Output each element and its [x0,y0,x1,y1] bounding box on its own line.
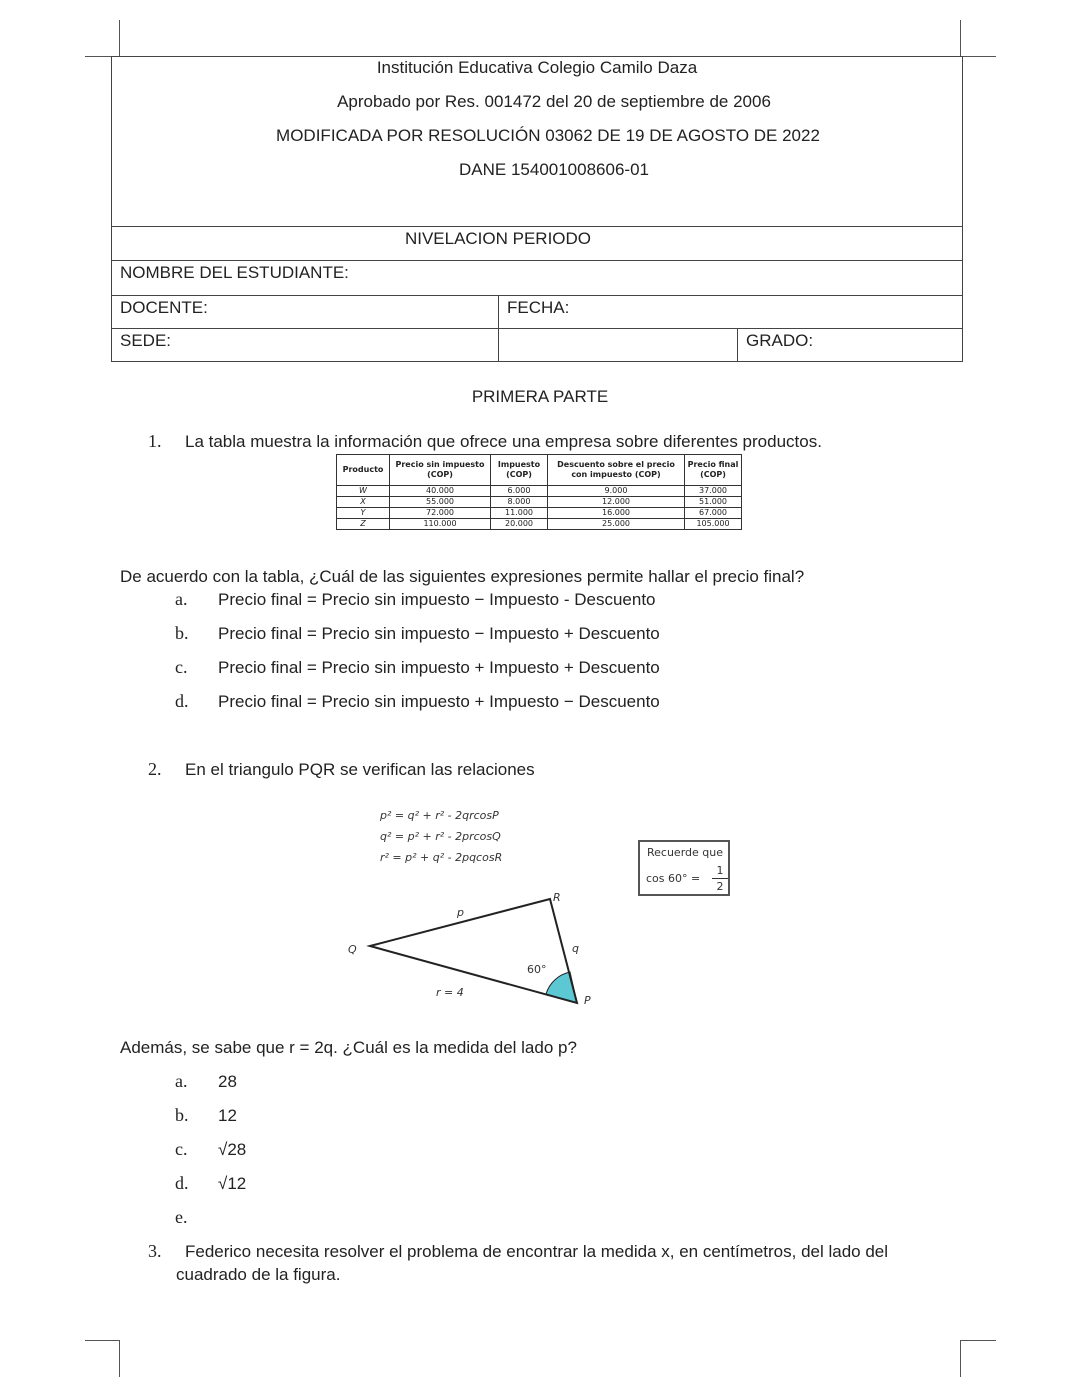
modification-text: MODIFICADA POR RESOLUCIÓN 03062 DE 19 DE AGOSTO DE 2022 [276,126,820,145]
option-letter: c. [175,1139,188,1159]
vertex-p-label: P [584,994,591,1007]
cell: W [337,486,390,497]
level-title: NIVELACION PERIODO [404,229,592,248]
cell: 20.000 [491,519,548,530]
reminder-cos: cos 60° = [646,872,701,885]
cell: 11.000 [491,508,548,519]
campus-label: SEDE: [120,331,172,350]
cell: 105.000 [685,519,742,530]
cell: 16.000 [548,508,685,519]
question-text-continued: cuadrado de la figura. [176,1265,341,1284]
cell: 110.000 [390,519,491,530]
section-title: PRIMERA PARTE [471,387,609,406]
option-letter: a. [175,1071,188,1091]
side-r-label: r = 4 [436,986,464,999]
option-d: Precio final = Precio sin impuesto + Impuesto − Descuento [218,692,660,711]
option-letter: b. [175,623,189,643]
option-b: 12 [218,1106,237,1125]
question-number: 1. [148,431,162,451]
cell: 37.000 [685,486,742,497]
reminder-text: Recuerde que [647,846,724,859]
cell: 51.000 [685,497,742,508]
cell: 72.000 [390,508,491,519]
approval-text: Aprobado por Res. 001472 del 20 de septiembre de 2006 [337,92,771,111]
option-c: √28 [218,1140,247,1159]
cell: X [337,497,390,508]
formula-p: p² = q² + r² - 2qrcosP [380,809,499,822]
cell: 55.000 [390,497,491,508]
vertex-r-label: R [553,891,561,904]
date-label: FECHA: [507,298,570,317]
student-name-label: NOMBRE DEL ESTUDIANTE: [120,263,349,282]
formula-q: q² = p² + r² - 2prcosQ [380,830,501,843]
formula-r: r² = p² + q² - 2pqcosR [380,851,503,864]
option-letter: a. [175,589,188,609]
question-text: En el triangulo PQR se verifican las relaciones [185,760,535,779]
cell: 9.000 [548,486,685,497]
option-letter: c. [175,657,188,677]
option-letter: d. [175,1173,189,1193]
question-number: 2. [148,759,162,779]
teacher-label: DOCENTE: [120,298,208,317]
option-d: √12 [218,1174,247,1193]
cell: Z [337,519,390,530]
cell: 6.000 [491,486,548,497]
angle-label: 60° [527,963,547,976]
grade-label: GRADO: [746,331,814,350]
cell: Y [337,508,390,519]
column-header: Precio final (COP) [685,455,742,486]
column-header: Impuesto (COP) [491,455,548,486]
question-prompt: Además, se sabe que r = 2q. ¿Cuál es la medida del lado p? [120,1038,577,1057]
triangle-pqr [370,899,577,1003]
option-letter: b. [175,1105,189,1125]
cell: 67.000 [685,508,742,519]
option-a: 28 [218,1072,237,1091]
question-text: La tabla muestra la información que ofrece una empresa sobre diferentes productos. [185,432,822,451]
side-q-label: q [572,942,579,955]
fraction-numerator: 1 [716,864,724,877]
vertex-q-label: Q [348,943,357,956]
option-letter: d. [175,691,189,711]
column-header: Descuento sobre el precio con impuesto (COP) [548,455,685,486]
option-letter: e. [175,1207,188,1227]
question-text: Federico necesita resolver el problema de encontrar la medida x, en centímetros, del lado del [185,1242,889,1261]
question-prompt: De acuerdo con la tabla, ¿Cuál de las siguientes expresiones permite hallar el precio final? [120,567,805,586]
cell: 8.000 [491,497,548,508]
cell: 25.000 [548,519,685,530]
column-header: Producto [337,455,390,486]
option-c: Precio final = Precio sin impuesto + Impuesto + Descuento [218,658,660,677]
cell: 12.000 [548,497,685,508]
column-header: Precio sin impuesto (COP) [390,455,491,486]
option-a: Precio final = Precio sin impuesto − Impuesto - Descuento [218,590,656,609]
dane-code: DANE 154001008606-01 [459,160,649,179]
institution-name: Institución Educativa Colegio Camilo Daza [376,58,698,77]
side-p-label: p [457,906,464,919]
fraction-denominator: 2 [716,880,724,893]
question-number: 3. [148,1241,162,1261]
cell: 40.000 [390,486,491,497]
option-b: Precio final = Precio sin impuesto − Impuesto + Descuento [218,624,660,643]
